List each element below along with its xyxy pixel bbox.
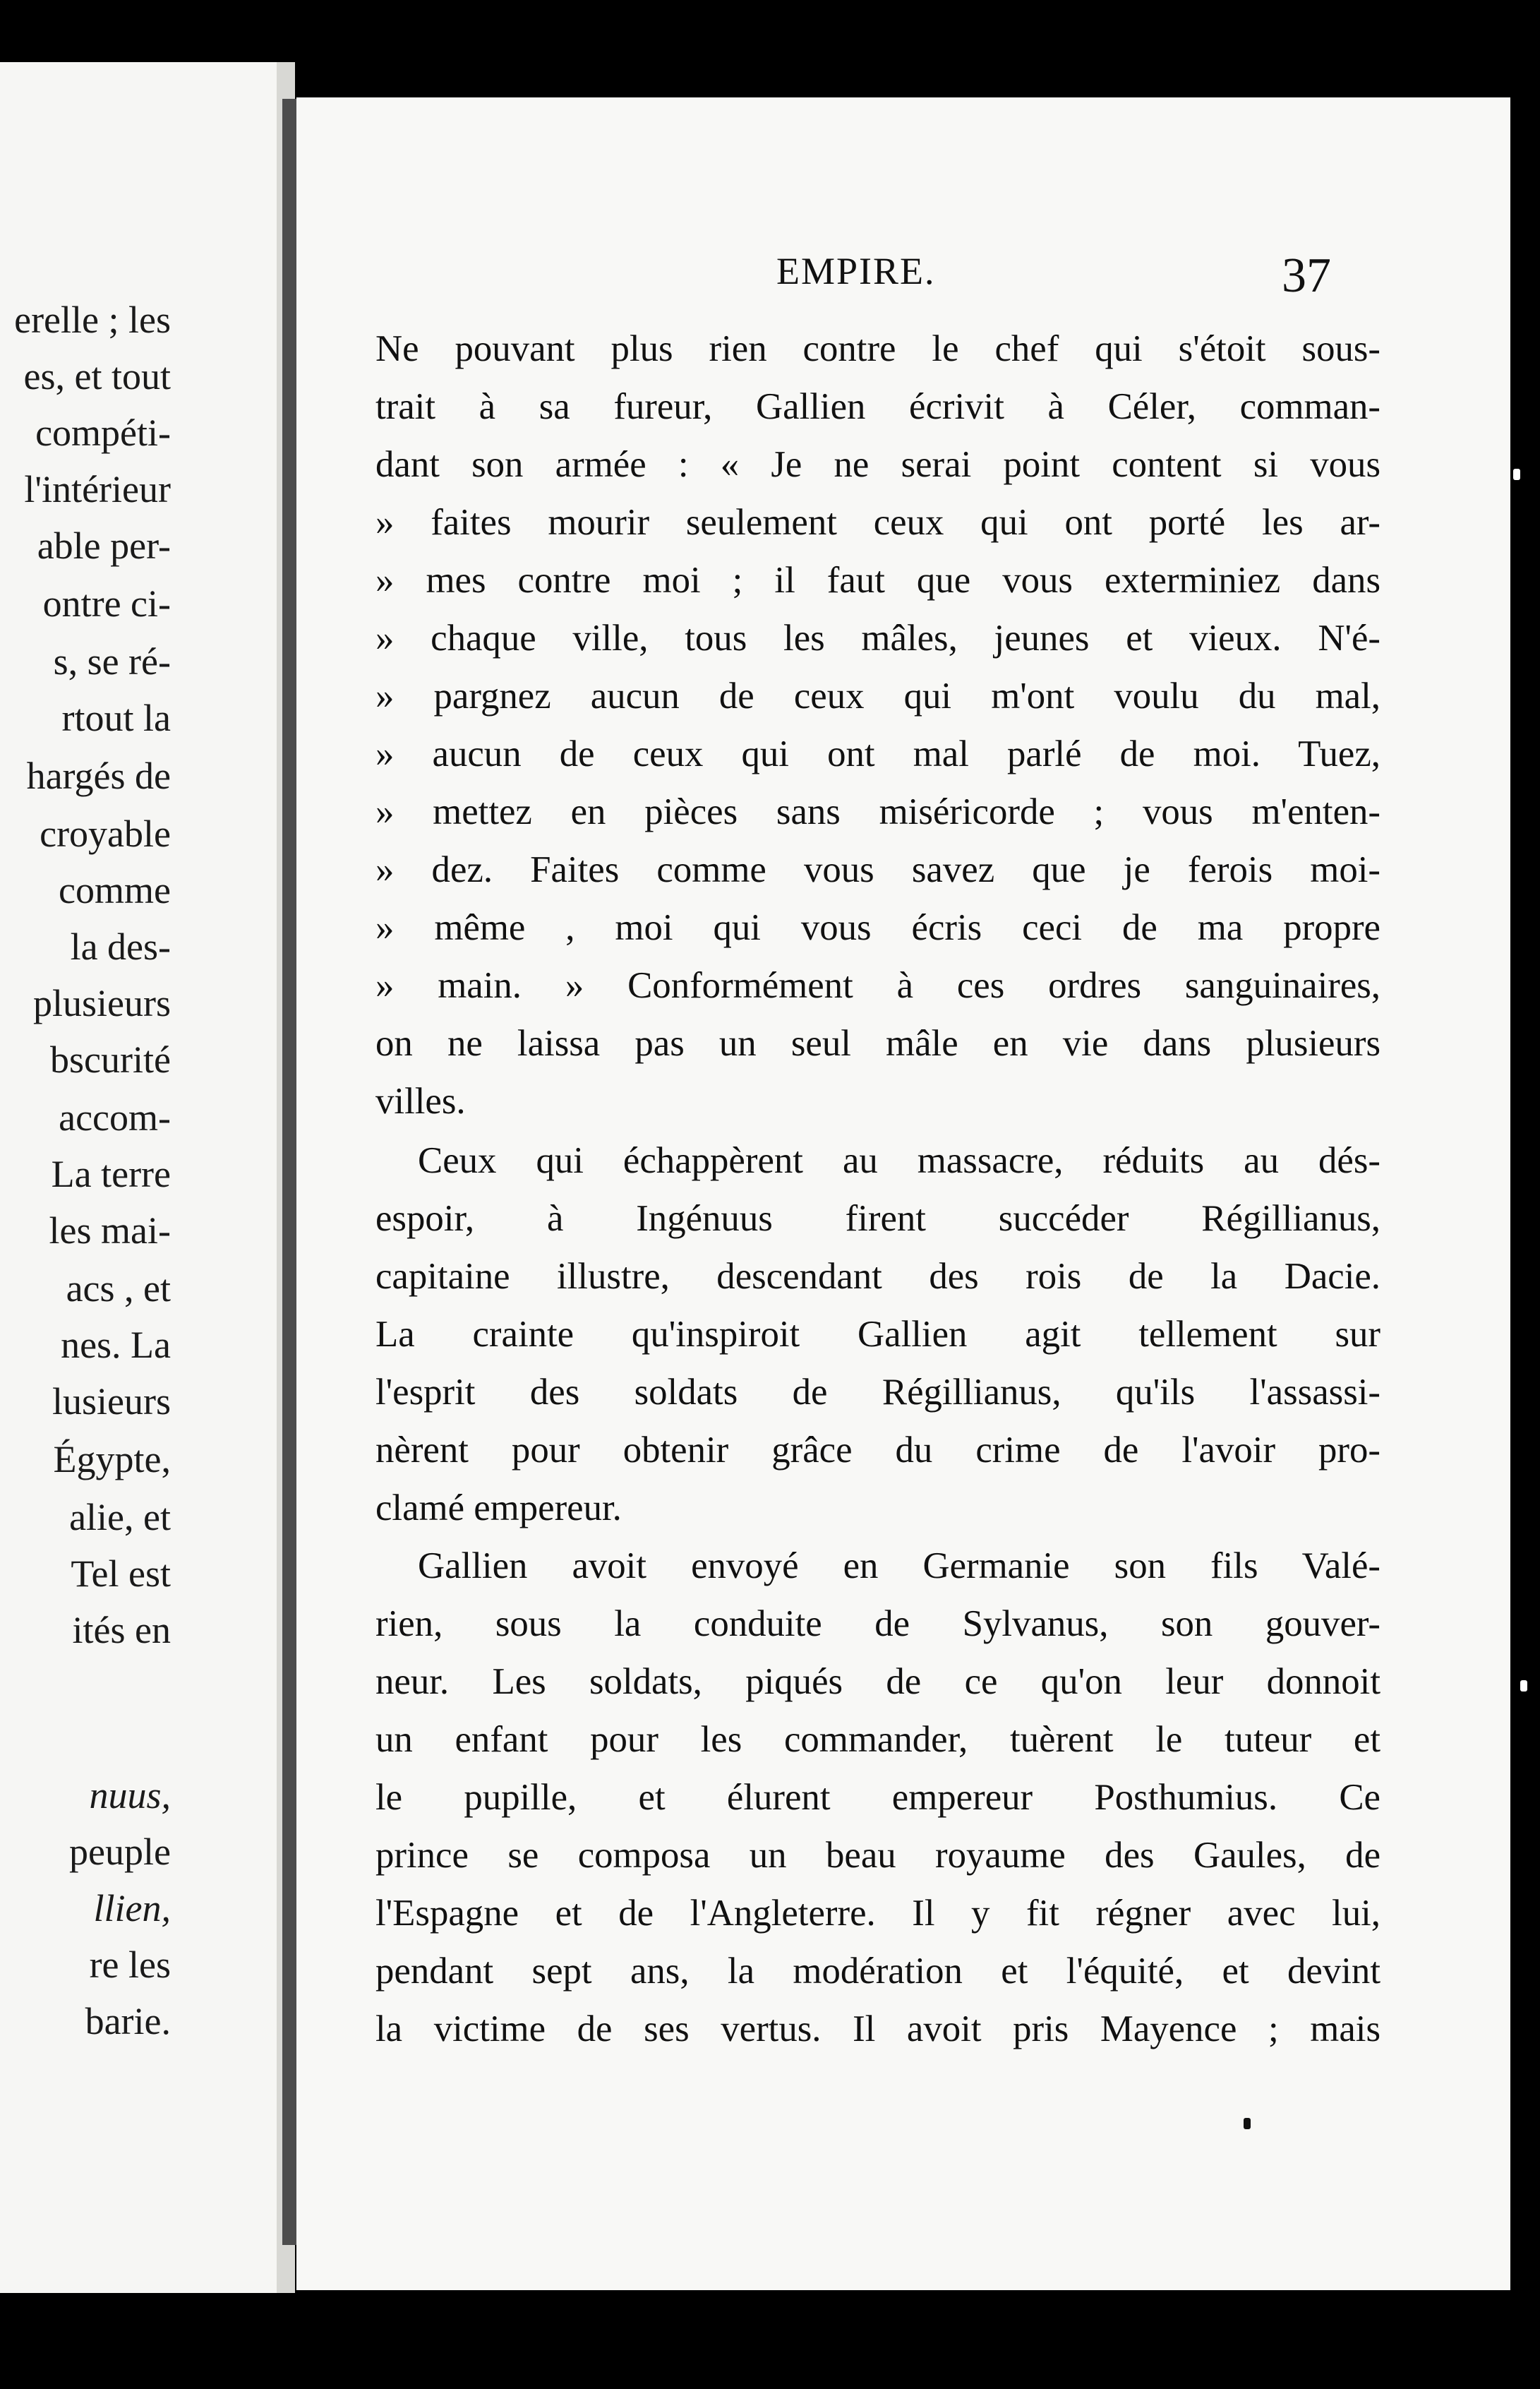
text-line: l'esprit des soldats de Régillianus, qu'ils l'assassi- [375, 1372, 1380, 1413]
text-line: villes. [375, 1081, 466, 1122]
left-page-line: alie, et [69, 1496, 171, 1538]
text-line: » même , moi qui vous écris ceci de ma propre [375, 907, 1380, 948]
margin-speck [1513, 469, 1520, 480]
left-page-line: ités en [72, 1609, 171, 1651]
page-header [296, 249, 1510, 313]
running-head: EMPIRE. [776, 250, 936, 292]
left-page-line: compéti- [35, 412, 171, 454]
left-page-line: llien, [93, 1887, 171, 1929]
left-page-line: plusieurs [33, 982, 171, 1024]
text-line: clamé empereur. [375, 1487, 622, 1528]
text-line: le pupille, et élurent empereur Posthumius. Ce [375, 1777, 1380, 1818]
text-line: rien, sous la conduite de Sylvanus, son gouver- [375, 1603, 1380, 1644]
left-page-line: La terre [51, 1153, 171, 1195]
left-page-line: Égypte, [53, 1438, 171, 1480]
text-line: Ne pouvant plus rien contre le chef qui s'étoit sous- [375, 328, 1380, 369]
left-page-line: croyable [40, 813, 171, 855]
text-line: » mettez en pièces sans miséricorde ; vous m'enten- [375, 791, 1380, 832]
text-line: » aucun de ceux qui ont mal parlé de moi. Tuez, [375, 734, 1380, 774]
left-page-line: re les [89, 1944, 171, 1986]
text-line: Gallien avoit envoyé en Germanie son fils Valé- [418, 1545, 1380, 1586]
left-page-line: comme [59, 869, 171, 911]
text-line: » pargnez aucun de ceux qui m'ont voulu du mal, [375, 676, 1380, 717]
text-line: l'Espagne et de l'Angleterre. Il y fit régner avec lui, [375, 1893, 1380, 1934]
text-line: » main. » Conformément à ces ordres sanguinaires, [375, 965, 1380, 1006]
text-line: prince se composa un beau royaume des Gaules, de [375, 1835, 1380, 1876]
left-page-line: hargés de [26, 755, 171, 797]
text-line: capitaine illustre, descendant des rois de la Dacie. [375, 1256, 1380, 1297]
left-page-line: l'intérieur [24, 468, 171, 510]
left-page-line: acs , et [66, 1267, 171, 1310]
left-page-line: s, se ré- [53, 640, 171, 683]
text-line: » chaque ville, tous les mâles, jeunes et vieux. N'é- [375, 618, 1380, 659]
left-page-line: bscurité [50, 1038, 171, 1081]
text-line: » faites mourir seulement ceux qui ont porté les ar- [375, 502, 1380, 543]
text-line: dant son armée : « Je ne serai point content si vous [375, 444, 1380, 485]
left-page-line: peuple [69, 1831, 171, 1873]
left-page-line: rtout la [61, 697, 171, 739]
left-page-line: Tel est [71, 1552, 171, 1595]
text-line: un enfant pour les commander, tuèrent le tuteur et [375, 1719, 1380, 1760]
left-page [0, 62, 295, 2293]
text-line: espoir, à Ingénuus firent succéder Régillianus, [375, 1198, 1380, 1239]
text-line: La crainte qu'inspiroit Gallien agit tellement sur [375, 1314, 1380, 1355]
page-number: 37 [1282, 249, 1331, 303]
left-page-line: barie. [85, 2000, 171, 2042]
left-page-line: erelle ; les [14, 299, 171, 341]
text-line: on ne laissa pas un seul mâle en vie dans plusieurs [375, 1023, 1380, 1064]
ink-speck [1244, 2118, 1251, 2129]
left-page-line: ontre ci- [42, 582, 171, 625]
left-page-line: lusieurs [52, 1380, 171, 1423]
left-page-line: la des- [70, 926, 171, 968]
left-page-line: nuus, [89, 1774, 171, 1816]
margin-speck [1520, 1680, 1527, 1692]
left-page-line: nes. La [61, 1324, 171, 1366]
left-page-line: accom- [59, 1096, 171, 1139]
text-line: Ceux qui échappèrent au massacre, réduits au dés- [418, 1140, 1380, 1181]
left-page-line: les mai- [49, 1209, 171, 1252]
text-line: » mes contre moi ; il faut que vous exterminiez dans [375, 560, 1380, 601]
right-page [296, 97, 1510, 2290]
left-page-line: es, et tout [23, 355, 171, 397]
text-line: neur. Les soldats, piqués de ce qu'on leur donnoit [375, 1661, 1380, 1702]
left-page-line: able per- [37, 525, 171, 567]
text-line: nèrent pour obtenir grâce du crime de l'avoir pro- [375, 1430, 1380, 1471]
book-gutter-shadow [282, 99, 298, 2245]
text-line: trait à sa fureur, Gallien écrivit à Céler, comman- [375, 386, 1380, 427]
text-line: la victime de ses vertus. Il avoit pris Mayence ; mais [375, 2008, 1380, 2049]
text-line: pendant sept ans, la modération et l'équité, et devint [375, 1951, 1380, 1992]
text-line: » dez. Faites comme vous savez que je ferois moi- [375, 849, 1380, 890]
